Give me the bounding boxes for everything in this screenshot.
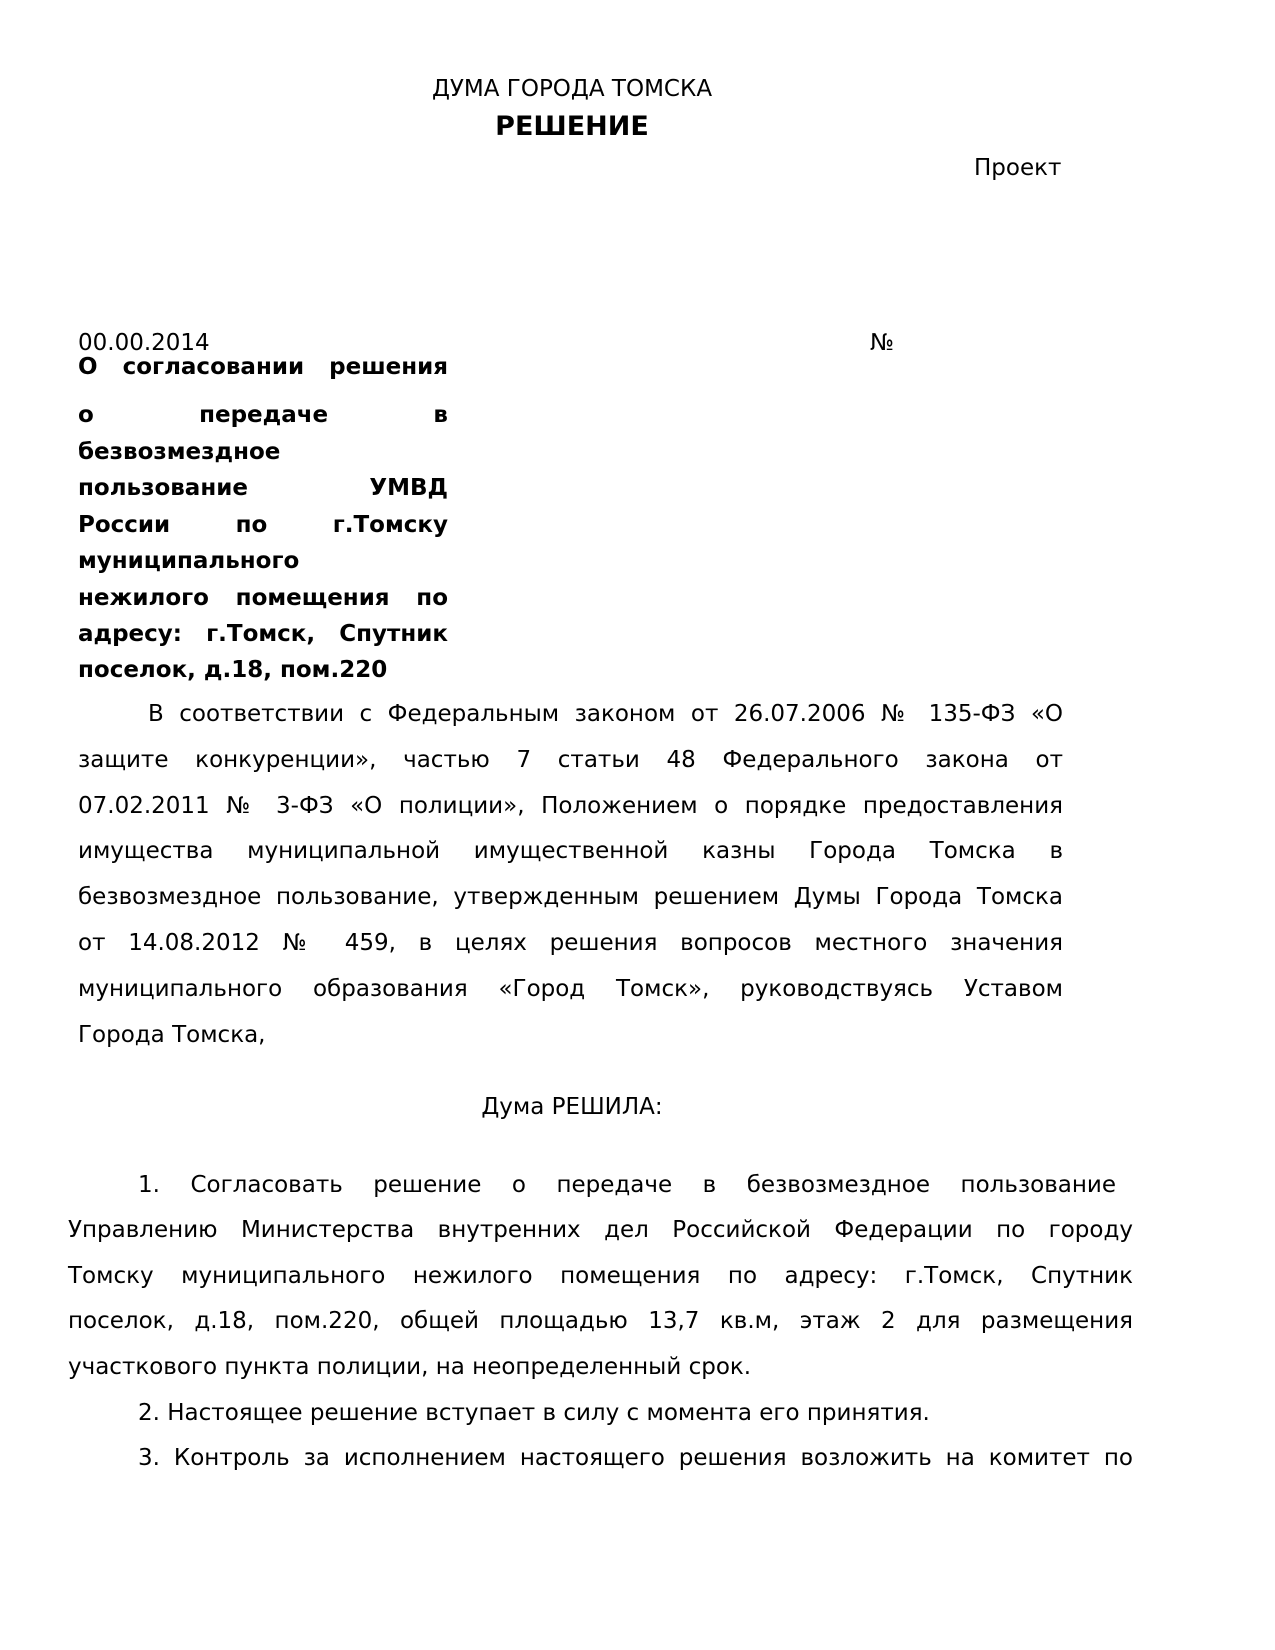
preamble-line: Города Томска, [78, 1021, 266, 1048]
preamble-line: имущества муниципальной имущественной казны Города Томска в [78, 838, 1063, 865]
resolution-item-line: поселок, д.18, пом.220, общей площадью 13,7 кв.м, этаж 2 для размещения [68, 1308, 1133, 1334]
subject-line: России по г.Томску [78, 512, 448, 538]
resolution-item-line: 2. Настоящее решение вступает в силу с момента его принятия. [138, 1400, 930, 1426]
preamble-line: безвозмездное пользование, утвержденным решением Думы Города Томска [78, 884, 1063, 911]
resolution-item-line: 3. Контроль за исполнением настоящего решения возложить на комитет по [138, 1445, 1133, 1471]
preamble-line: от 14.08.2012 № 459, в целях решения вопросов местного значения [78, 930, 1063, 956]
document-number: № [870, 330, 894, 356]
subject-line: пользование УМВД [78, 475, 448, 501]
resolution-item-line: Томску муниципального нежилого помещения по адресу: г.Томск, Спутник [68, 1263, 1133, 1289]
resolution-item-line: участкового пункта полиции, на неопределенный срок. [68, 1354, 752, 1380]
resolved-heading: Дума РЕШИЛА: [481, 1094, 663, 1120]
subject-line: о передаче в [78, 402, 448, 428]
organization-title: ДУМА ГОРОДА ТОМСКА [431, 76, 713, 102]
resolution-item-line: Управлению Министерства внутренних дел Российской Федерации по городу [68, 1217, 1133, 1243]
subject-line: безвозмездное [78, 439, 281, 465]
subject-line: нежилого помещения по [78, 585, 448, 611]
draft-label: Проект [974, 155, 1062, 181]
preamble-line: защите конкуренции», частью 7 статьи 48 Федерального закона от [78, 746, 1063, 773]
document-date: 00.00.2014 [78, 330, 210, 356]
resolution-item-line: 1. Согласовать решение о передаче в безвозмездное пользование [138, 1172, 1116, 1198]
preamble-line: 07.02.2011 № 3-ФЗ «О полиции», Положением о порядке предоставления [78, 792, 1063, 819]
document-type-heading: РЕШЕНИЕ [495, 111, 649, 142]
subject-line: адресу: г.Томск, Спутник [78, 621, 448, 647]
subject-line: поселок, д.18, пом.220 [78, 657, 388, 683]
subject-line: муниципального [78, 548, 300, 574]
subject-line: О согласовании решения [78, 354, 448, 380]
preamble-line: В соответствии с Федеральным законом от 26.07.2006 № 135-ФЗ «О [148, 701, 1063, 727]
preamble-line: муниципального образования «Город Томск», руководствуясь Уставом [78, 975, 1063, 1002]
